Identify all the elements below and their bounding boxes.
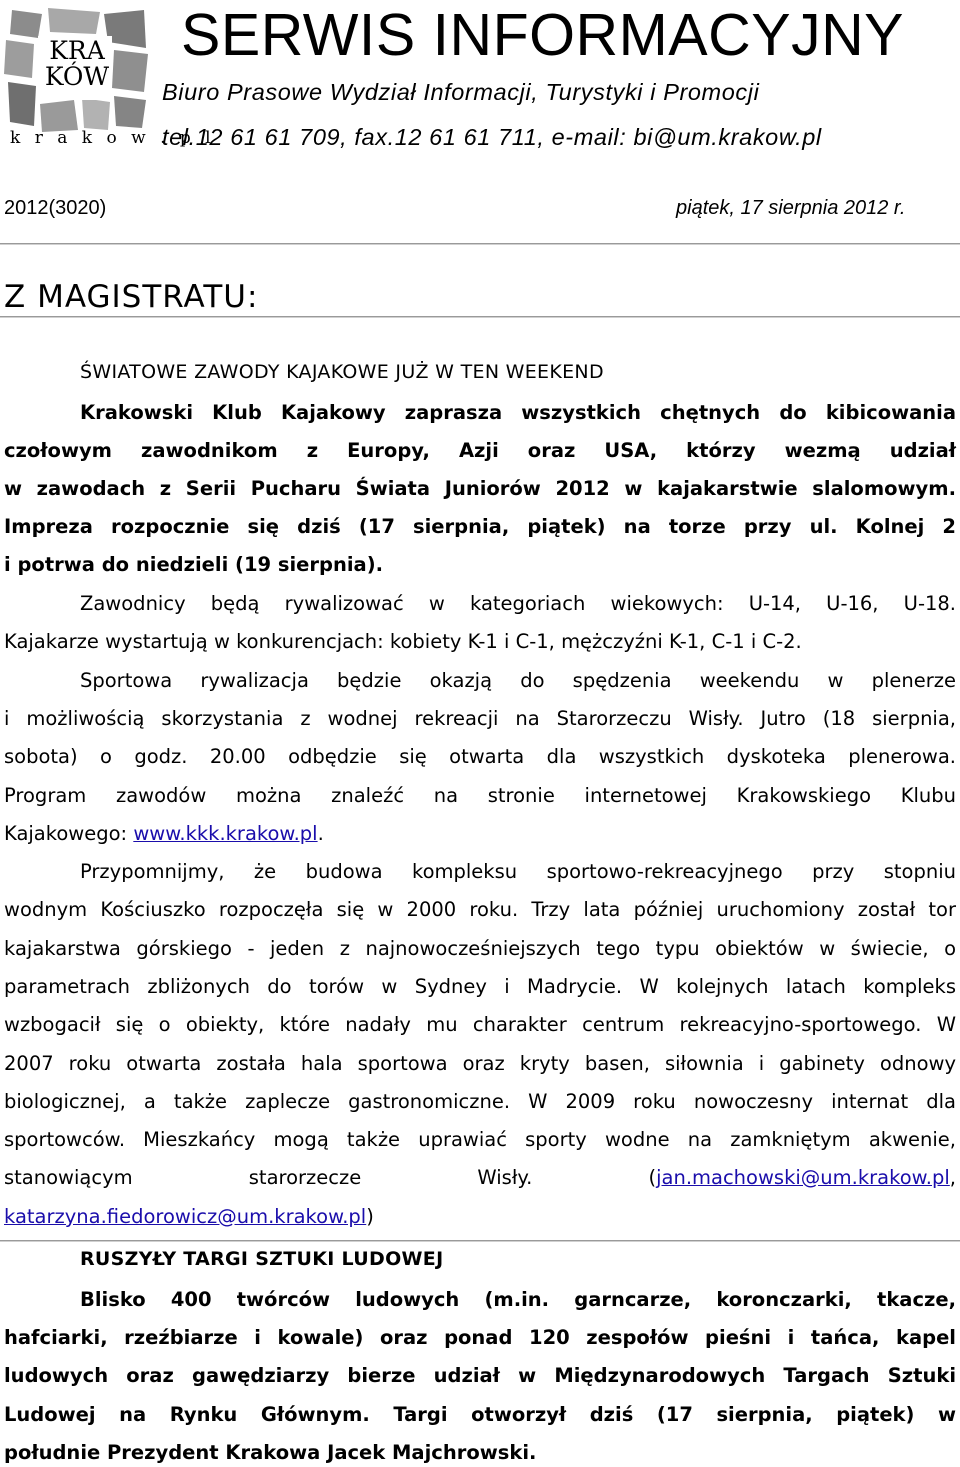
article-1-text-line: Program zawodów można znaleźć na stronie internetowej Krakowskiego Klubu <box>4 784 956 807</box>
article-2-lead-line: hafciarki, rzeźbiarze i kowale) oraz ponad 120 zespołów pieśni i tańca, kapel <box>4 1326 956 1349</box>
logo-wordmark <box>42 38 112 90</box>
article-1-text-line: Przypomnijmy, że budowa kompleksu sportowo-rekreacyjnego przy stopniu <box>80 860 956 883</box>
article-divider <box>0 1240 960 1242</box>
article-1-text-line: wzbogacił się o obiekty, które nadały mu charakter centrum rekreacyjno-sportowego. W <box>4 1013 956 1036</box>
article-1-lead-line: w zawodach z Serii Pucharu Świata Juniorów 2012 w kajakarstwie slalomowym. <box>4 477 956 500</box>
article-1-text-line: kajakarstwa górskiego - jeden z najnowocześniejszych tego typu obiektów w świecie, o <box>4 937 956 960</box>
page-title: SERWIS INFORMACYJNY <box>181 2 905 68</box>
text-span: Kajakowego: <box>4 822 134 845</box>
section-divider <box>0 316 960 318</box>
article-1-lead-line: i potrwa do niedzieli (19 sierpnia). <box>4 553 384 576</box>
article-1-text-line <box>4 1205 956 1229</box>
article-1-text-line: 2007 roku otwarta została hala sportowa oraz kryty basen, siłownia i gabinety odnowy <box>4 1052 956 1075</box>
article-2-heading: RUSZYŁY TARGI SZTUKI LUDOWEJ <box>80 1248 444 1270</box>
contact-line: tel.12 61 61 709, fax.12 61 61 711, e-mail: bi@um.krakow.pl <box>162 124 822 150</box>
article-1-text-line: parametrach zbliżonych do torów w Sydney i Madrycie. W kolejnych latach kompleks <box>4 975 956 998</box>
issue-date: piątek, 17 sierpnia 2012 r. <box>676 197 906 219</box>
text-span: stanowiącym starorzecze Wisły. ( <box>4 1166 657 1189</box>
article-1-text-line: Sportowa rywalizacja będzie okazją do spędzenia weekendu w plenerze <box>80 669 956 692</box>
article-1-text-line: sportowców. Mieszkańcy mogą także uprawiać sporty wodne na zamkniętym akwenie, <box>4 1128 956 1151</box>
article-1-text-line <box>4 822 956 846</box>
text-span: . <box>317 822 324 845</box>
kkk-website-link[interactable]: www.kkk.krakow.pl <box>133 822 318 845</box>
article-1-text-line: Kajakarze wystartują w konkurencjach: kobiety K-1 i C-1, mężczyźni K-1, C-1 i C-2. <box>4 630 802 653</box>
article-1-text-line: Zawodnicy będą rywalizować w kategoriach wiekowych: U-14, U-16, U-18. <box>80 592 956 615</box>
page-subtitle: Biuro Prasowe Wydział Informacji, Turystyki i Promocji <box>162 79 760 105</box>
article-1-text-line: i możliwością skorzystania z wodnej rekreacji na Starorzeczu Wisły. Jutro (18 sierpnia, <box>4 707 956 730</box>
text-span: , <box>949 1166 956 1189</box>
article-1-text-line <box>4 1166 956 1190</box>
article-1-lead-line: czołowym zawodnikom z Europy, Azji oraz USA, którzy wezmą udział <box>4 439 956 462</box>
article-1-lead-line: Impreza rozpocznie się dziś (17 sierpnia, piątek) na torze przy ul. Kolnej 2 <box>4 515 956 538</box>
article-1-lead-line: Krakowski Klub Kajakowy zaprasza wszystkich chętnych do kibicowania <box>80 401 956 424</box>
article-1-text-line: wodnym Kościuszko rozpoczęła się w 2000 roku. Trzy lata później uruchomiony został tor <box>4 898 956 921</box>
article-2-lead-line: Blisko 400 twórców ludowych (m.in. garncarze, koronczarki, tkacze, <box>80 1288 956 1311</box>
email-link-machowski[interactable]: jan.machowski@um.krakow.pl <box>656 1166 950 1189</box>
article-2-lead-line: południe Prezydent Krakowa Jacek Majchrowski. <box>4 1441 537 1464</box>
logo-text-top: KRA <box>49 36 105 65</box>
header-divider <box>0 243 960 245</box>
article-1-heading: ŚWIATOWE ZAWODY KAJAKOWE JUŻ W TEN WEEKEND <box>80 361 604 383</box>
issue-number: 2012(3020) <box>4 197 107 219</box>
email-link-fiedorowicz[interactable]: katarzyna.fiedorowicz@um.krakow.pl <box>4 1205 367 1228</box>
logo-text-bottom: KÓW <box>44 62 110 91</box>
logo-caption: k r a k o w . p l <box>10 128 216 148</box>
article-2-lead-line: Ludowej na Rynku Głównym. Targi otworzył dziś (17 sierpnia, piątek) w <box>4 1403 956 1426</box>
section-heading: Z MAGISTRATU: <box>4 279 259 315</box>
article-2-lead-line: ludowych oraz gawędziarzy bierze udział w Międzynarodowych Targach Sztuki <box>4 1364 956 1387</box>
article-1-text-line: sobota) o godz. 20.00 odbędzie się otwarta dla wszystkich dyskoteka plenerowa. <box>4 745 956 768</box>
text-span: ) <box>366 1205 374 1228</box>
article-1-text-line: biologicznej, a także zaplecze gastronomiczne. W 2009 roku nowoczesny internat dla <box>4 1090 956 1113</box>
